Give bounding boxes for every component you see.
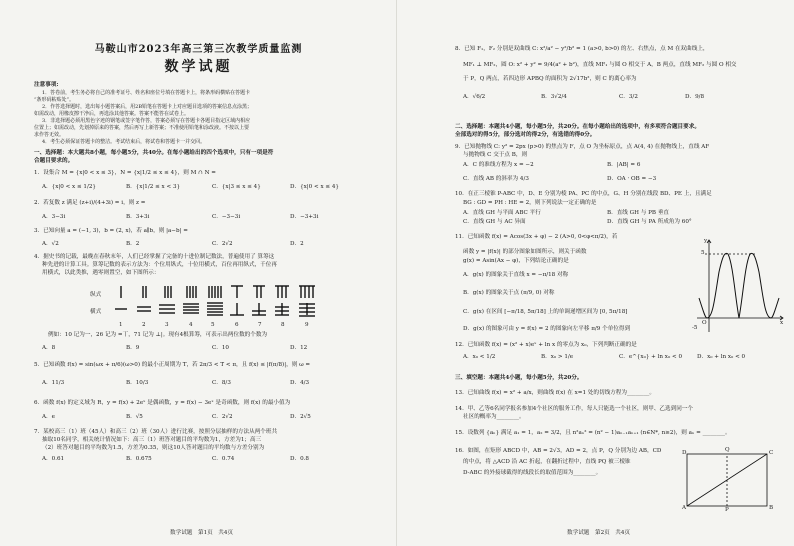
graph-y-label: y: [704, 238, 708, 244]
q6-option-b: B．√5: [126, 414, 143, 420]
exam-page-2: [397, 0, 794, 546]
question-11-line: 函数 y = |f(x)| 的部分图象如图所示，则关于函数: [463, 249, 587, 255]
function-graph-figure: [695, 236, 787, 336]
note-line: 1．答卷前，考生务必将自己的准考证号、姓名和座位号填在答题卡上，将条形码横贴在答题卡: [42, 90, 251, 96]
question-7-line: 7．某校高三（1）班（45人）和高三（2）班（30人）进行比赛，按照分层抽样的方法从两个班共: [34, 429, 278, 435]
section-3-heading: 三、填空题：本题共4小题，每小题5分，共20分。: [455, 375, 583, 381]
rect-label-b: B: [769, 505, 774, 511]
question-4-line: 种先进的计算工具。算筹记数的表示方法为：个位用纵式，十位用横式，百位再用纵式，千位再: [42, 262, 277, 268]
section-2-heading: 二、选择题：本题共4小题，每小题5分，共20分。在每小题给出的选项中，有多项符合题目要求。: [455, 124, 700, 130]
question-11-line: 11．已知函数 f(x) = Acos(3x + φ) − 2 (A>0, 0<φ<π/2)，若: [455, 234, 618, 240]
q1-option-d: D．{x|0 < x ≤ 4}: [290, 184, 339, 190]
question-7-line: 抽取10名同学，相关统计情况如下：高三（1）班答对题目的平均数为1，方差为1；高三: [42, 437, 262, 443]
q5-option-a: A．11/3: [42, 380, 65, 386]
notes-heading: 注意事项:: [34, 82, 59, 88]
section-2-heading-cont: 全部选对的得5分，部分选对的得2分，有选错的得0分。: [455, 132, 596, 138]
section-1-heading: 一、选择题：本大题共8小题，每小题5分，共40分。在每小题给出的四个选项中，只有一项是符: [34, 150, 274, 156]
q12-option-c: C．e^{x₀} + ln x₀ < 0: [619, 354, 682, 360]
note-line: 位置上；如需改动，先划掉原来的答案，然后再写上新答案；不准使用铅笔和涂改液。不按以上要: [34, 125, 250, 131]
question-4-line: 4．据史书的记载，最晚在春秋末年，人们已经掌握了完备的十进位制记数法，普遍使用了 算筹这: [34, 254, 275, 260]
q3-option-b: B．2: [126, 241, 140, 247]
note-line: 如需改动，用橡皮擦干净后，再选涂其他答案。答案不能答在试卷上。: [34, 111, 190, 117]
q3-option-d: D．2: [290, 241, 304, 247]
rect-label-q: Q: [725, 447, 730, 453]
q12-option-b: B．x₀ > 1/e: [541, 354, 574, 360]
graph-x-label: x: [780, 320, 784, 326]
q8-option-a: A．√6/2: [463, 94, 486, 100]
q9-option-d: D．OA · OB = −3: [607, 176, 657, 182]
rod-label-vertical: 纵式: [90, 292, 102, 298]
note-line: 求作答无效。: [34, 132, 65, 138]
question-4-example: 例如：10 记为一，26 记为 =丅，71 记为 ⊥|。现有4根算筹，可表示出两位数的个数为: [48, 332, 268, 338]
q4-option-a: A．8: [42, 345, 56, 351]
question-8-line: 于 P，Q 两点，若四边形 APBQ 的面积为 2√17b²，则 C 的离心率为: [463, 76, 637, 82]
rod-number: 3: [165, 322, 169, 328]
q9-option-a: A．C 的准线方程为 x = −2: [463, 162, 534, 168]
q1-option-b: B．{x|1/2 ≤ x < 3}: [126, 184, 181, 190]
q2-option-a: A．3−3i: [42, 214, 66, 220]
question-10-line: 10．在正三棱锥 P-ABC 中，D、E 分别为棱 PA、PC 的中点，G、H 分别在线段 BD、PE 上，且满足: [455, 191, 712, 197]
exam-subtitle: 数学试题: [164, 59, 233, 75]
q4-option-c: C．10: [212, 345, 229, 351]
question-1: 1．设集合 M = {x|0 < x ≤ 3}，N = {x|1/2 ≤ x ≤ 4}，则 M ∩ N =: [34, 170, 216, 176]
q6-option-a: A．e: [42, 414, 55, 420]
question-14-line: 社区的概率为________。: [463, 414, 525, 420]
q2-option-d: D．−3+3i: [290, 214, 319, 220]
q5-option-d: D．4/3: [290, 380, 310, 386]
graph-tick-5: 5: [701, 250, 705, 256]
rod-number: 4: [189, 322, 193, 328]
question-9-line: 9．已知抛物线 C: y² = 2px (p>0) 的焦点为 F，点 O 为坐标原点，点 A(4, 4) 在抛物线上，直线 AF: [455, 144, 710, 150]
section-1-heading-cont: 合题目要求的。: [34, 158, 74, 164]
q12-option-d: D．x₀ + ln x₀ < 0: [697, 354, 746, 360]
q10-option-d: D．直线 GH 与 PA 所成角为 60°: [607, 219, 692, 225]
q7-option-c: C．0.74: [212, 456, 235, 462]
page-footer: 数学试题 第2页 共4页: [567, 530, 631, 536]
q9-option-c: C．直线 AB 的斜率为 4/3: [463, 176, 529, 182]
question-16-line: D-ABC 的外接球截得的线段长的取值范围为________。: [463, 470, 602, 476]
rect-label-d: D: [682, 450, 687, 456]
rod-number: 2: [142, 322, 146, 328]
q10-option-b: B．直线 GH 与 PB 垂直: [607, 210, 670, 216]
q12-option-a: A．x₀ < 1/2: [463, 354, 496, 360]
q3-option-a: A．√2: [42, 241, 59, 247]
q7-option-a: A．0.61: [42, 456, 65, 462]
rod-number: 7: [258, 322, 262, 328]
note-line: 2．作答选择题时，选出每小题答案后，用2B铅笔在答题卡上对应题目选项的答案信息点涂黑；: [42, 104, 253, 110]
question-4-line: 用横式，以此类推，遇零则置空，如下图所示：: [42, 270, 160, 276]
question-5: 5．已知函数 f(x) = sin(ωx + π/6)(ω>0) 的最小正周期为 T，若 2π/3 < T < π，且 f(x) ≤ |f(π/8)|，则 ω =: [34, 362, 311, 368]
q5-option-b: B．10/3: [126, 380, 149, 386]
graph-origin-label: O: [702, 320, 707, 326]
rect-label-a: A: [682, 505, 687, 511]
note-line: 3．非选择题必须用黑色字迹的钢笔或签字笔作答，答案必须写在答题卡各题目指定区域内相应: [42, 118, 251, 124]
q7-option-d: D．0.8: [290, 456, 309, 462]
q8-option-d: D．9/8: [685, 94, 705, 100]
note-line: 4．考生必须保证答题卡的整洁。考试结束后，将试卷和答题卡一并交回。: [42, 139, 206, 145]
rod-number: 6: [235, 322, 239, 328]
page-footer: 数学试题 第1页 共4页: [170, 530, 234, 536]
q7-option-b: B．0.675: [126, 456, 152, 462]
question-13: 13．已知曲线 f(x) = x² + a/x，则曲线 f(x) 在 x=1 处的切线方程为________。: [455, 390, 655, 396]
q10-option-c: C．直线 GH 与 AC 异面: [463, 219, 526, 225]
exam-title: 马鞍山市2023年高三第三次教学质量监测: [94, 44, 303, 55]
question-16-line: 16．如图，在矩形 ABCD 中，AB = 2√3，AD = 2，点 P，Q 分别为边 AB，CD: [455, 448, 662, 454]
q8-option-b: B．3√2/4: [541, 94, 567, 100]
q4-option-b: B．9: [126, 345, 140, 351]
question-6: 6．函数 f(x) 的定义域为 R，y = f(x) + 2eˣ 是偶函数，y = f(x) − 3eˣ 是奇函数，则 f(x) 的最小值为: [34, 400, 291, 406]
rect-label-c: C: [769, 450, 774, 456]
question-12: 12．已知函数 f(x) = (x² + x)eˣ + ln x 的零点为 x₀，下列判断正确的是: [455, 342, 637, 348]
question-16-line: 的中点，将 △ACD 沿 AC 折起，在翻折过程中，直线 PQ 被三棱锥: [463, 459, 631, 465]
q1-option-c: C．{x|3 ≤ x ≤ 4}: [212, 184, 261, 190]
rod-number: 9: [305, 322, 309, 328]
q11-option-d: D．g(x) 的图象可由 y = f(x) = 2 的图象向左平移 π/9 个单位得到: [463, 326, 631, 332]
question-11-line: g(x) = Asin(Ax − φ)，下列结论正确的是: [463, 258, 569, 264]
question-10-line: BG : GD = PH : HE = 2，则下列说法一定正确的是: [463, 200, 597, 206]
q5-option-c: C．8/3: [212, 380, 231, 386]
rod-number: 8: [281, 322, 285, 328]
q9-option-b: B．|AB| = 6: [607, 162, 641, 168]
graph-tick-neg5: -5: [692, 325, 698, 331]
question-2: 2．若复数 z 满足 (z+i)/(4+3i) = i，则 z =: [34, 200, 146, 206]
rod-label-horizontal: 横式: [90, 309, 102, 315]
rod-number: 1: [119, 322, 123, 328]
question-9-line: 与抛物线 C 交于点 B，则: [463, 152, 528, 158]
q2-option-c: C．−3−3i: [212, 214, 241, 220]
q11-option-a: A．g(x) 的图象关于直线 x = −π/18 对称: [463, 272, 569, 278]
question-8-line: 8．已知 F₁，F₂ 分别是双曲线 C: x²/a² − y²/b² = 1 (a>0, b>0) 的左、右焦点，点 M 在双曲线上，: [455, 46, 709, 52]
q11-option-c: C．g(x) 在区间 [−π/18, 5π/18] 上的单调递增区间为 [0, 5π/18]: [463, 309, 628, 315]
q6-option-d: D．2√5: [290, 414, 311, 420]
question-8-line: MF₁ ⊥ MF₂，圆 O: x² + y² = 9/4(a² + b²)，直线 MF₁ 与圆 O 相交于 A，B 两点，直线 MF₂ 与圆 O 相交: [463, 62, 737, 68]
question-15: 15．设数列 {aₙ} 满足 a₁ = 1，a₂ = 3/2，且 n²aₙ² = (n² − 1)aₙ₋₁aₙ₊₁ (n∈N*, n≥2)，则 aₙ = ________。: [455, 430, 731, 436]
question-3: 3．已知向量 a = (−1, 3)，b = (2, x)，若 a∥b，则 |a−b| =: [34, 228, 188, 234]
q4-option-d: D．12: [290, 345, 308, 351]
q8-option-c: C．3/2: [619, 94, 638, 100]
q1-option-a: A．{x|0 < x ≤ 1/2}: [42, 184, 96, 190]
question-14-line: 14．甲、乙等6名同学报名参加4个社区的服务工作，每人只能选一个社区，则甲、乙选到同一个: [455, 406, 693, 412]
q6-option-c: C．2√2: [212, 414, 233, 420]
question-7-line: （2）班答对题目的平均数为1.5，方差为0.35，则这10人答对题目的平均数与方差分别为: [42, 445, 265, 451]
rect-label-p: P: [725, 507, 729, 513]
q11-option-b: B．g(x) 的图象关于点 (π/9, 0) 对称: [463, 290, 555, 296]
q3-option-c: C．2√2: [212, 241, 233, 247]
note-line: “条形码粘贴处”。: [34, 97, 75, 103]
rod-number: 5: [211, 322, 215, 328]
q10-option-a: A．直线 GH 与平面 ABC 平行: [463, 210, 541, 216]
counting-rods-figure: [115, 282, 330, 320]
q2-option-b: B．3+3i: [126, 214, 150, 220]
